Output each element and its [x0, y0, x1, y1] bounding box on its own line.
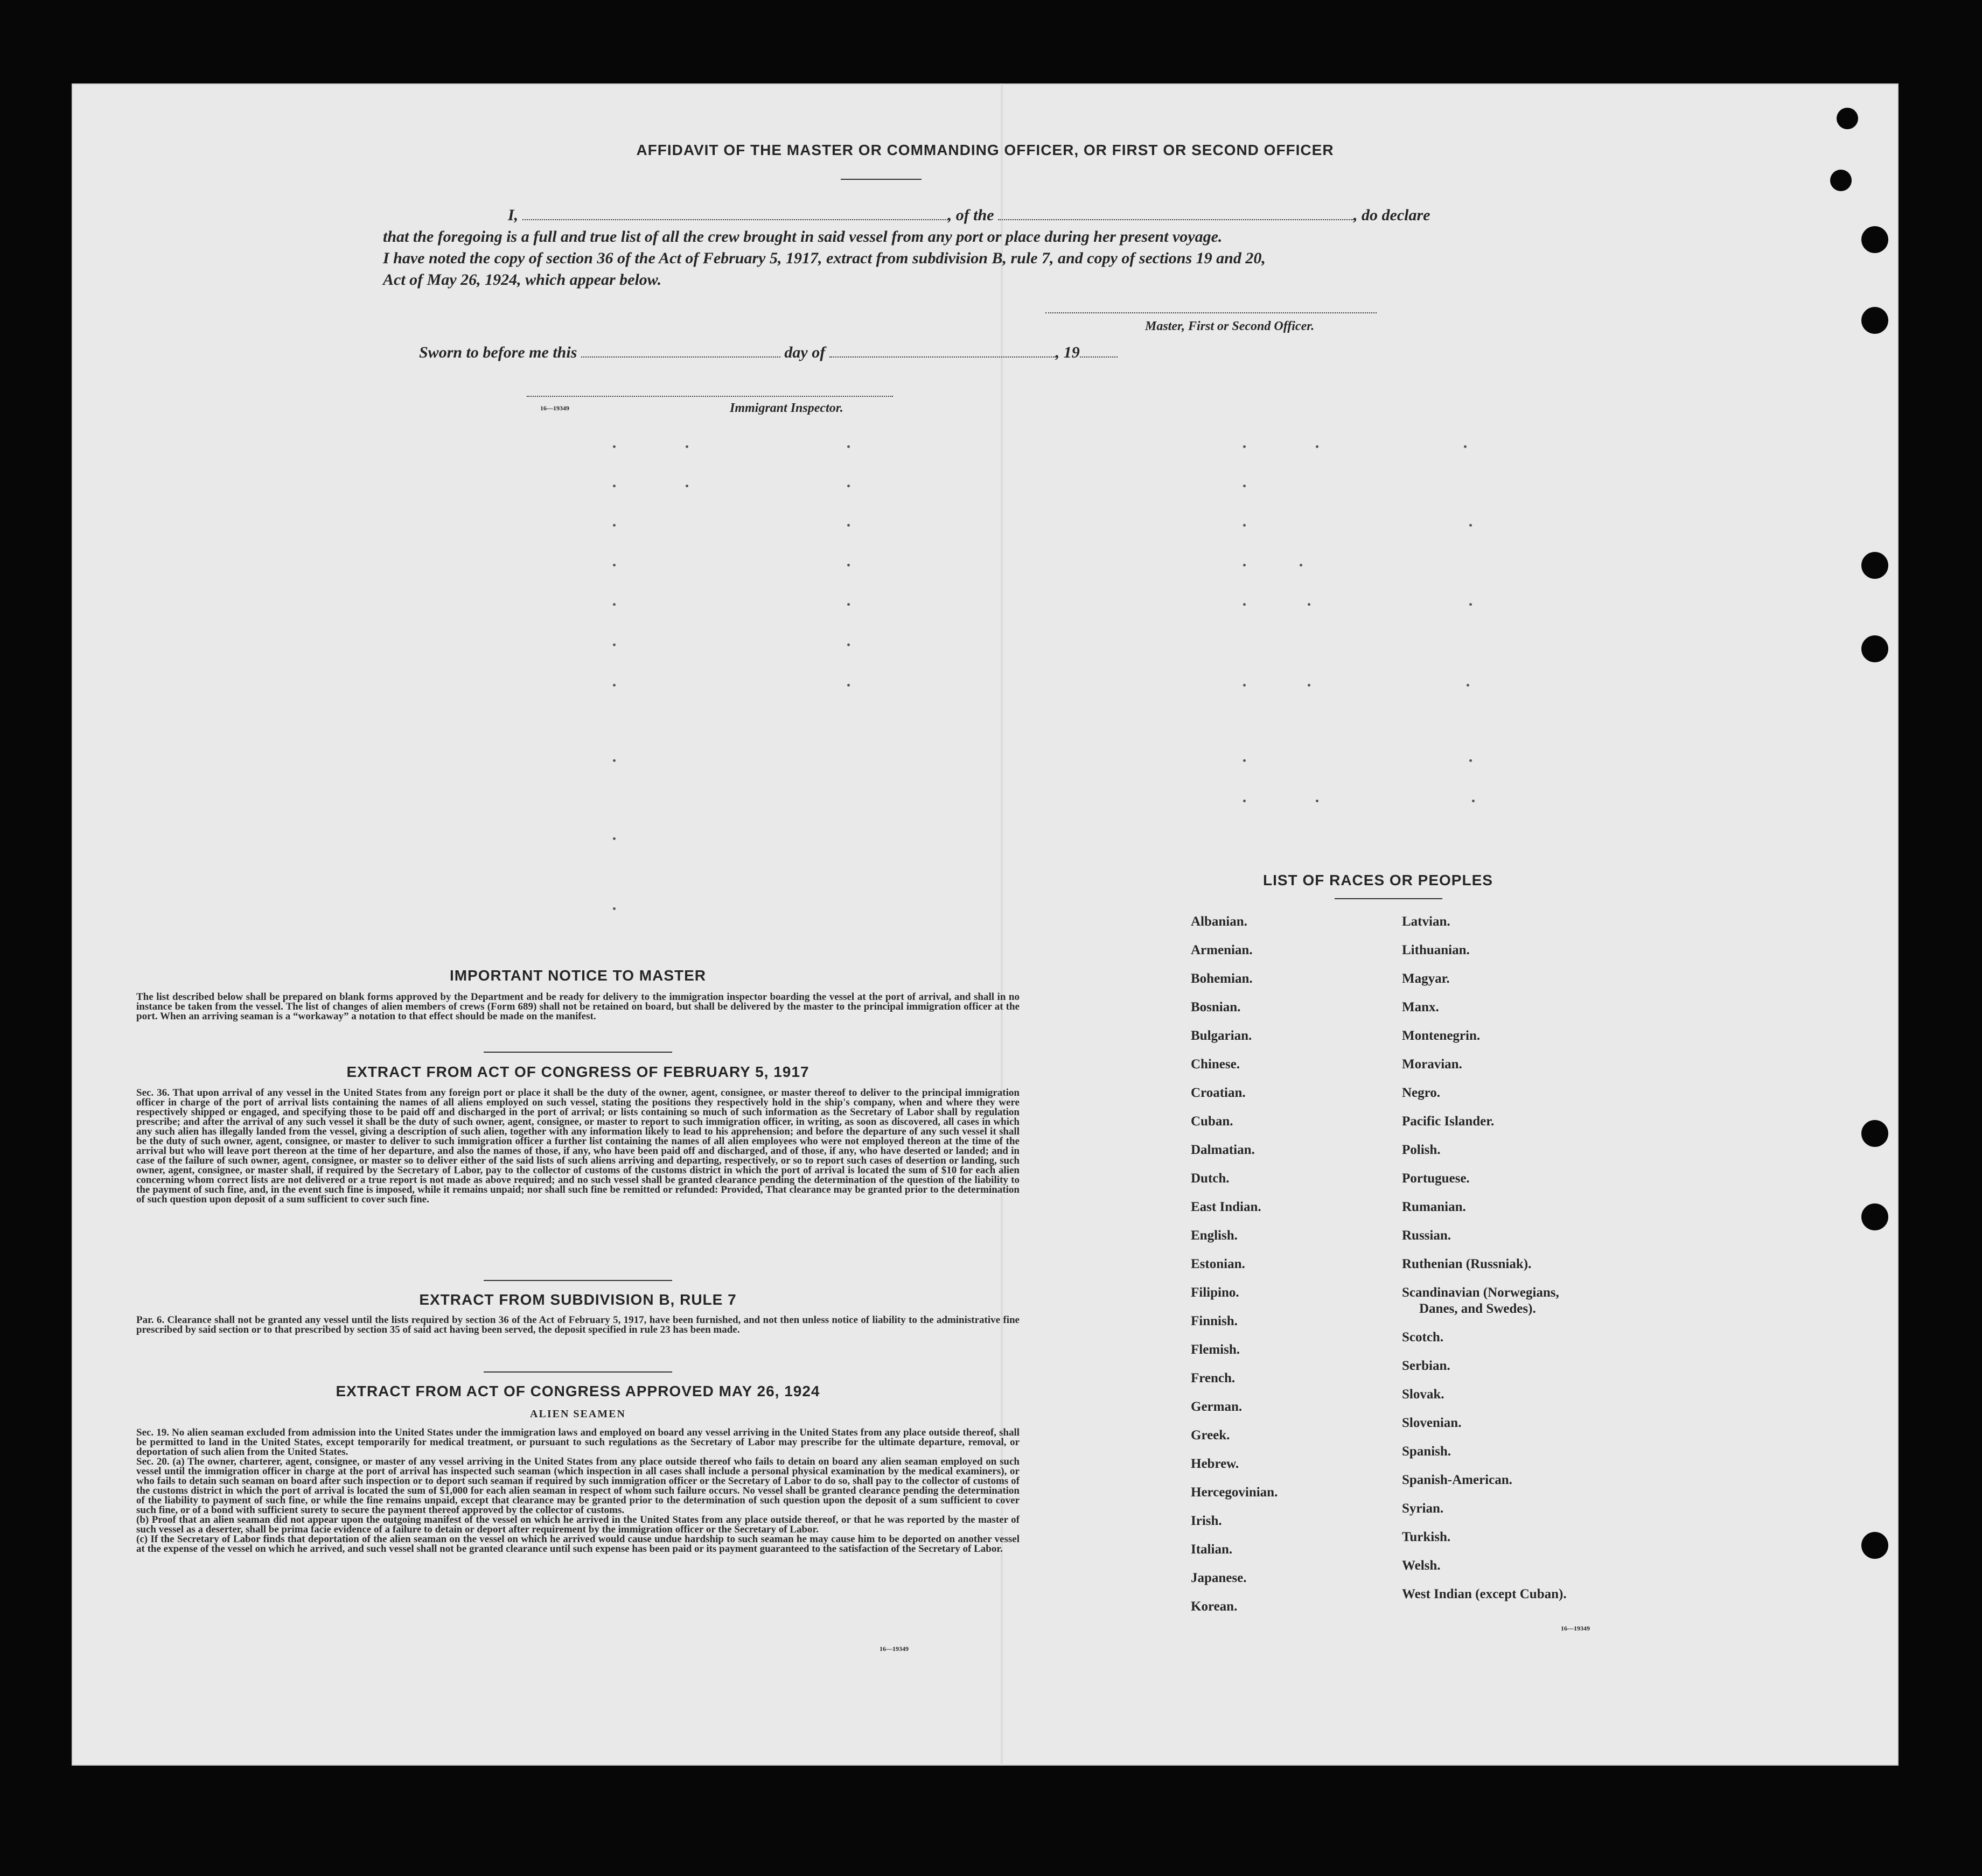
race-item: Albanian.	[1191, 914, 1247, 929]
race-item: West Indian (except Cuban).	[1402, 1587, 1567, 1601]
race-item: Croatian.	[1191, 1086, 1246, 1100]
race-item: Portuguese.	[1402, 1171, 1470, 1186]
day-of-label: day of	[784, 344, 826, 361]
title-rule	[841, 179, 922, 180]
speck	[1243, 603, 1246, 606]
speck	[1469, 759, 1472, 762]
vessel-blank[interactable]	[998, 219, 1353, 220]
race-item: Japanese.	[1191, 1571, 1247, 1585]
binder-hole	[1861, 1120, 1888, 1147]
affidavit-title: AFFIDAVIT OF THE MASTER OR COMMANDING OFFICER, OR FIRST OR SECOND OFFICER	[636, 142, 1334, 158]
race-item: Dutch.	[1191, 1171, 1230, 1186]
race-item: Flemish.	[1191, 1342, 1240, 1357]
inspector-blank[interactable]	[527, 396, 893, 397]
alien-seamen-subtitle: ALIEN SEAMEN	[530, 1408, 626, 1420]
notice-title: IMPORTANT NOTICE TO MASTER	[449, 967, 707, 984]
race-item: Ruthenian (Russniak).	[1402, 1257, 1532, 1271]
race-item: Dalmatian.	[1191, 1143, 1255, 1157]
form-number-top: 16—19349	[540, 404, 569, 412]
speck	[1243, 759, 1246, 762]
binder-hole	[1861, 1203, 1888, 1230]
speck	[1467, 684, 1469, 687]
race-item: Serbian.	[1402, 1359, 1450, 1373]
section-19: Sec. 19. No alien seaman excluded from admission into the United States under the immigration laws and employed on board any vessel arriving in the United States from any place outside thereof, shall be permitted to land in the United States, except temporarily for medical treatment, or pursuant to such regulations as the Secretary of Labor may prescribe for the ultimate departure, removal, or deportation of such alien from the United States.	[136, 1427, 1020, 1458]
race-item: Greek.	[1191, 1428, 1230, 1443]
race-item: Spanish-American.	[1402, 1473, 1512, 1487]
race-item: Latvian.	[1402, 914, 1450, 929]
race-item: Bohemian.	[1191, 971, 1253, 986]
race-item: Negro.	[1402, 1086, 1441, 1100]
rule7-body: Par. 6. Clearance shall not be granted any vessel until the lists required by section 36 of the Act of February 5, 1917, have been furnished, and not then unless notice of liability to the administrative fine prescribed by said section or to that prescribed by section 35 of said act having been served, the deposit specified in rule 23 has been made.	[136, 1314, 1020, 1335]
binder-hole	[1837, 108, 1858, 129]
races-rule	[1335, 898, 1442, 899]
race-item: Irish.	[1191, 1514, 1222, 1528]
speck	[613, 445, 616, 448]
sworn-line	[419, 342, 1227, 363]
speck	[613, 603, 616, 606]
race-item: Spanish.	[1402, 1444, 1451, 1459]
do-declare-label: , do declare	[1353, 206, 1430, 224]
day-blank[interactable]	[581, 356, 780, 358]
race-item: Finnish.	[1191, 1314, 1238, 1328]
race-item: Filipino.	[1191, 1285, 1239, 1300]
race-item: Hebrew.	[1191, 1457, 1239, 1471]
document-sheet	[72, 83, 1899, 1766]
race-item: Welsh.	[1402, 1558, 1441, 1573]
race-item: Turkish.	[1402, 1530, 1451, 1544]
affidavit-line2: that the foregoing is a full and true list of all the crew brought in said vessel from any port or place during her present voyage.	[383, 228, 1223, 246]
affidavit-line1	[508, 205, 1472, 226]
speck	[613, 643, 616, 646]
race-item: Hercegovinian.	[1191, 1485, 1278, 1500]
speck	[613, 524, 616, 527]
i-label: I,	[508, 206, 519, 224]
race-item: Russian.	[1402, 1228, 1451, 1243]
race-item: East Indian.	[1191, 1200, 1261, 1214]
binder-hole	[1861, 226, 1888, 253]
speck	[1464, 445, 1467, 448]
of-the-label: , of the	[947, 206, 994, 224]
speck	[1469, 603, 1472, 606]
race-item: Pacific Islander.	[1402, 1114, 1495, 1129]
binder-hole	[1861, 635, 1888, 662]
section-rule	[484, 1052, 672, 1053]
rule7-title: EXTRACT FROM SUBDIVISION B, RULE 7	[419, 1291, 737, 1308]
speck	[613, 907, 616, 910]
section-rule	[484, 1371, 672, 1373]
speck	[847, 603, 850, 606]
speck	[1316, 445, 1318, 448]
speck	[1243, 684, 1246, 687]
race-item: Moravian.	[1402, 1057, 1462, 1072]
race-item: Armenian.	[1191, 943, 1253, 957]
race-item: Magyar.	[1402, 971, 1450, 986]
affidavit-line3: I have noted the copy of section 36 of the Act of February 5, 1917, extract from subdivision B, rule 7, and copy of sections 19 and 20,	[383, 249, 1266, 267]
speck	[1243, 485, 1246, 487]
speck	[847, 485, 850, 487]
speck	[1308, 684, 1310, 687]
race-item: Danes, and Swedes).	[1419, 1301, 1536, 1316]
section-20b: (b) Proof that an alien seaman did not appear upon the outgoing manifest of the vessel on which he arrived in the United States from any place outside thereof, or that he was reported by the master of such vessel as a deserter, shall be prima facie evidence of a failure to detain or deport after requirement by the immigration officer or the Secretary of Labor.	[136, 1514, 1020, 1535]
speck	[1243, 800, 1246, 802]
speck	[686, 445, 688, 448]
speck	[1243, 445, 1246, 448]
race-item: Slovenian.	[1402, 1416, 1462, 1430]
binder-hole	[1861, 307, 1888, 334]
speck	[1300, 564, 1302, 566]
form-number-bottom-left: 16—19349	[880, 1645, 909, 1653]
race-item: Lithuanian.	[1402, 943, 1470, 957]
binder-hole	[1830, 170, 1852, 191]
section-20c: (c) If the Secretary of Labor finds that deportation of the alien seaman on the vessel on which he arrived would cause undue hardship to such seaman he may cause him to be deported on another vessel at the expense of the vessel on which he arrived, and such vessel shall not be granted clearance until such expense has been paid or its payment guaranteed to the satisfaction of the Secretary of Labor.	[136, 1534, 1020, 1555]
binder-hole	[1861, 1532, 1888, 1559]
notice-body: The list described below shall be prepared on blank forms approved by the Department and be ready for delivery to the immigration inspector boarding the vessel at the port of arrival, and shall in no instance be taken from the vessel. The list of changes of alien members of crews (Form 689) shall not be retained on board, but shall be delivered by the master to the principal immigration officer at the port. When an arriving seaman is a “workaway” a notation to that effect should be made on the manifest.	[136, 991, 1020, 1022]
form-number-races: 16—19349	[1561, 1625, 1590, 1632]
extract-1924-body	[136, 1428, 1020, 1554]
race-item: English.	[1191, 1228, 1238, 1243]
race-item: Scotch.	[1402, 1330, 1444, 1345]
year-prefix-label: , 19	[1055, 344, 1080, 361]
speck	[847, 684, 850, 687]
speck	[847, 524, 850, 527]
race-item: Cuban.	[1191, 1114, 1233, 1129]
speck	[847, 564, 850, 566]
race-item: Bulgarian.	[1191, 1028, 1252, 1043]
year-blank[interactable]	[1080, 356, 1118, 358]
speck	[1308, 603, 1310, 606]
name-blank[interactable]	[522, 219, 948, 220]
race-item: Syrian.	[1402, 1501, 1444, 1516]
race-item: Manx.	[1402, 1000, 1439, 1014]
sworn-label: Sworn to before me this	[419, 344, 577, 361]
race-item: Polish.	[1402, 1143, 1441, 1157]
speck	[1243, 524, 1246, 527]
extract-1917-body: Sec. 36. That upon arrival of any vessel in the United States from any foreign port or place it shall be the duty of the owner, agent, consignee, or master thereof to deliver to the principal immigration officer in charge of the port of arrival lists containing the names of all aliens employed on such vessel, stating the positions they respectively hold in the ship's company, when and where they were respectively shipped or engaged, and specifying those to be paid off and discharged in the port of arrival; or lists containing so much of such information as the Secretary of Labor shall by regulation prescribe; and after the arrival of any such vessel it shall be the duty of such owner, agent, consignee, or master to report to such immigration officer, in writing, as soon as discovered, all cases in which any such alien has illegally landed from the vessel, giving a description of such alien, together with any information likely to lead to his apprehension; and before the departure of any such vessel it shall be the duty of such owner, agent, consignee, or master to deliver to such immigration officer a further list containing the names of all alien employees who were not employed thereon at the time of the arrival but who will leave port thereon at the time of her departure, and also the names of those, if any, who have been paid off and discharged, and of those, if any, who have deserted or landed; and in case of the failure of such owner, agent, consignee, or master so to deliver either of the said lists of such aliens arriving and departing, respectively, or so to report such cases of desertion or landing, such owner, agent, consignee, or master shall, if required by the Secretary of Labor, pay to the collector of customs of the customs district in which the port of arrival is located the sum of $10 for each alien concerning whom correct lists are not delivered or a true report is not made as above required; and no such vessel shall be granted clearance pending the determination of the question of the liability to the payment of such fine, and, in the event such fine is imposed, while it remains unpaid; nor shall such fine be remitted or refunded: Provided, That clearance may be granted prior to the determination of such question upon deposit of a sum sufficient to cover such fine.	[136, 1087, 1020, 1205]
race-item: Estonian.	[1191, 1257, 1245, 1271]
race-item: Korean.	[1191, 1599, 1238, 1614]
speck	[613, 684, 616, 687]
extract-1924-title: EXTRACT FROM ACT OF CONGRESS APPROVED MAY 26, 1924	[336, 1383, 820, 1399]
speck	[613, 759, 616, 762]
section-20a: Sec. 20. (a) The owner, charterer, agent, consignee, or master of any vessel arriving in the United States from any place outside thereof who fails to detain on board any alien seaman employed on such vessel until the immigration officer in charge at the port of arrival has inspected such seaman (which inspection in all cases shall include a personal physical examination by the medical examiners), or who fails to detain such seaman on board after such inspection or to deport such seaman if required by such immigration officer or the Secretary of Labor to do so, shall pay to the collector of customs of the customs district in which the port of arrival is located the sum of $1,000 for each alien seaman in respect of whom such failure occurs. No vessel shall be granted clearance pending the determination of the liability to payment of such fine, or while the fine remains unpaid, except that clearance may be granted prior to the determination of such question upon the deposit of a sum sufficient to cover such fine, or of a bond with sufficient surety to secure the payment thereof approved by the collector of customs.	[136, 1456, 1020, 1516]
speck	[1243, 564, 1246, 566]
speck	[613, 837, 616, 840]
race-item: Montenegrin.	[1402, 1028, 1481, 1043]
races-right-column	[1402, 907, 1567, 1608]
race-item: Italian.	[1191, 1542, 1233, 1557]
signature-blank[interactable]	[1045, 312, 1377, 313]
race-item: Rumanian.	[1402, 1200, 1466, 1214]
race-item: Bosnian.	[1191, 1000, 1241, 1014]
section-rule	[484, 1280, 672, 1281]
affidavit-line4: Act of May 26, 1924, which appear below.	[383, 271, 662, 289]
binder-hole	[1861, 552, 1888, 579]
extract-1917-title: EXTRACT FROM ACT OF CONGRESS OF FEBRUARY 5, 1917	[346, 1063, 809, 1080]
signature-label: Master, First or Second Officer.	[1145, 319, 1315, 333]
races-left-column	[1191, 907, 1278, 1621]
speck	[686, 485, 688, 487]
speck	[613, 564, 616, 566]
race-item: Slovak.	[1402, 1387, 1444, 1402]
speck	[1316, 800, 1318, 802]
inspector-label: Immigrant Inspector.	[730, 401, 843, 415]
speck	[847, 643, 850, 646]
speck	[847, 445, 850, 448]
race-item: Scandinavian (Norwegians,	[1402, 1285, 1559, 1300]
race-item: French.	[1191, 1371, 1236, 1385]
speck	[613, 485, 616, 487]
speck	[1469, 524, 1472, 527]
race-item: Chinese.	[1191, 1057, 1240, 1072]
month-blank[interactable]	[829, 356, 1056, 358]
race-item: German.	[1191, 1399, 1243, 1414]
speck	[1472, 800, 1475, 802]
races-title: LIST OF RACES OR PEOPLES	[1263, 872, 1493, 888]
